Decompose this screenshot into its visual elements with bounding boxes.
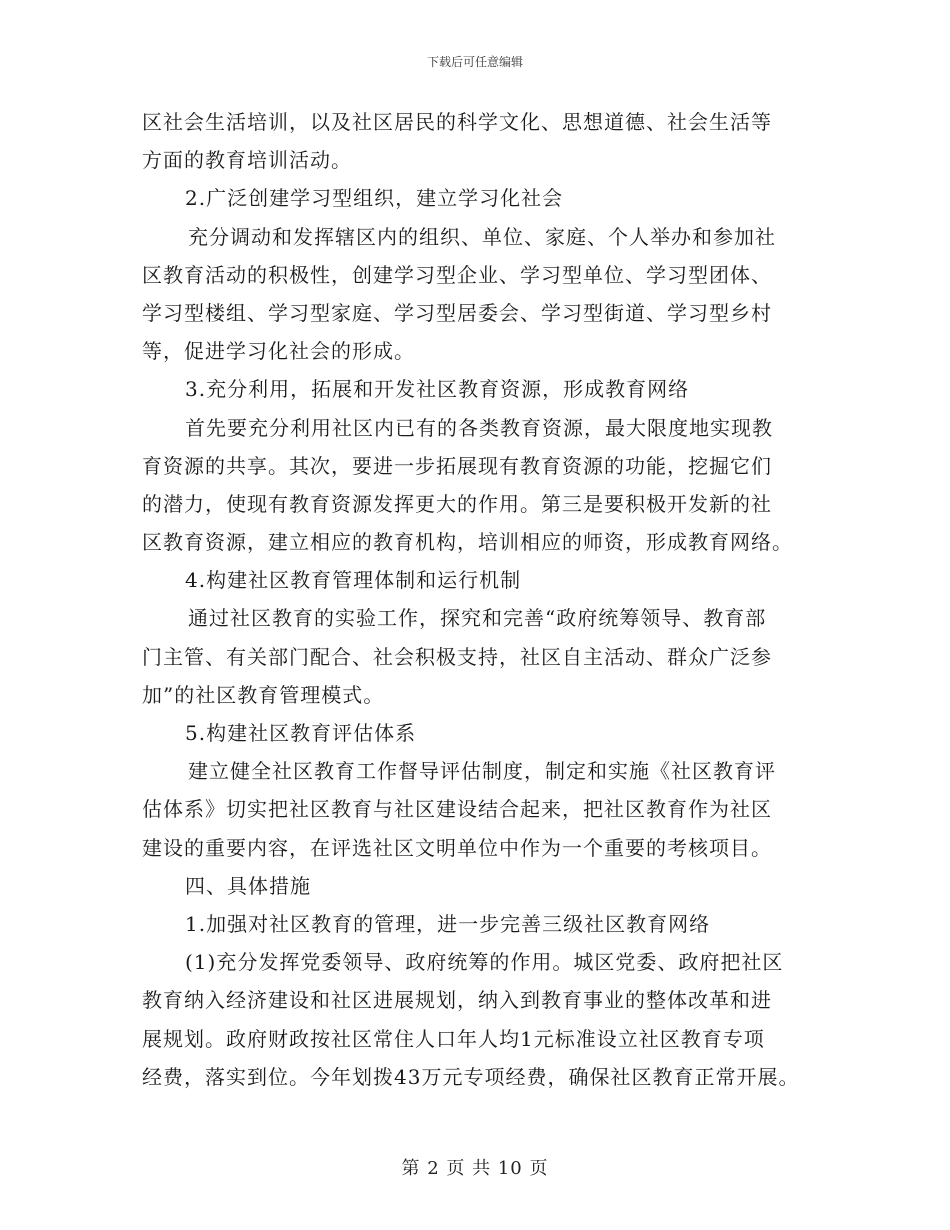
document-body — [142, 103, 822, 1096]
text-line: 经费，落实到位。今年划拨43万元专项经费，确保社区教育正常开展。 — [142, 1064, 800, 1089]
text-line: 学习型楼组、学习型家庭、学习型居委会、学习型街道、学习型乡村 — [142, 300, 772, 325]
section-heading: 5.构建社区教育评估体系 — [185, 721, 417, 745]
paragraph-start: 首先要充分利用社区内已有的各类教育资源，最大限度地实现教 — [185, 415, 773, 440]
text-line: 育资源的共享。其次，要进一步拓展现有教育资源的功能，挖掘它们 — [142, 453, 772, 478]
section-heading: 2.广泛创建学习型组织，建立学习化社会 — [185, 186, 564, 211]
page-number: 第 2 页 共 10 页 — [401, 1158, 549, 1179]
text-line: 的潜力，使现有教育资源发挥更大的作用。第三是要积极开发新的社 — [142, 491, 772, 516]
section-heading: 1.加强对社区教育的管理，进一步完善三级社区教育网络 — [185, 911, 711, 936]
paragraph-start: 通过社区教育的实验工作，探究和完善“政府统筹领导、教育部 — [188, 606, 767, 631]
paragraph-start: 充分调动和发挥辖区内的组织、单位、家庭、个人举办和参加社 — [188, 224, 776, 249]
text-line: 方面的教育培训活动。 — [142, 148, 352, 173]
text-line: 区教育活动的积极性，创建学习型企业、学习型单位、学习型团体、 — [142, 262, 772, 287]
text-line: 加”的社区教育管理模式。 — [142, 682, 385, 707]
text-line: 展规划。政府财政按社区常住人口年人均1元标准设立社区教育专项 — [142, 1026, 765, 1051]
chapter-heading: 四、具体措施 — [185, 873, 311, 898]
text-line: 区社会生活培训，以及社区居民的科学文化、思想道德、社会生活等 — [142, 110, 772, 134]
text-line: 估体系》切实把社区教育与社区建设结合起来，把社区教育作为社区 — [142, 797, 772, 822]
text-line: 区教育资源，建立相应的教育机构，培训相应的师资，形成教育网络。 — [142, 530, 793, 555]
section-heading: 4.构建社区教育管理体制和运行机制 — [185, 568, 522, 593]
page-header-note: 下载后可任意编辑 — [426, 55, 523, 69]
text-line: 等，促进学习化社会的形成。 — [142, 339, 415, 364]
text-line: 门主管、有关部门配合、社会积极支持，社区自主活动、群众广泛参 — [142, 644, 772, 669]
text-line: 建设的重要内容，在评选社区文明单位中作为一个重要的考核项目。 — [142, 835, 772, 860]
paragraph-start: (1)充分发挥党委领导、政府统筹的作用。城区党委、政府把社区 — [185, 950, 784, 975]
paragraph-start: 建立健全社区教育工作督导评估制度，制定和实施《社区教育评 — [188, 759, 776, 784]
text-line: 教育纳入经济建设和社区进展规划，纳入到教育事业的整体改革和进 — [142, 988, 772, 1013]
section-heading: 3.充分利用，拓展和开发社区教育资源，形成教育网络 — [185, 377, 690, 402]
